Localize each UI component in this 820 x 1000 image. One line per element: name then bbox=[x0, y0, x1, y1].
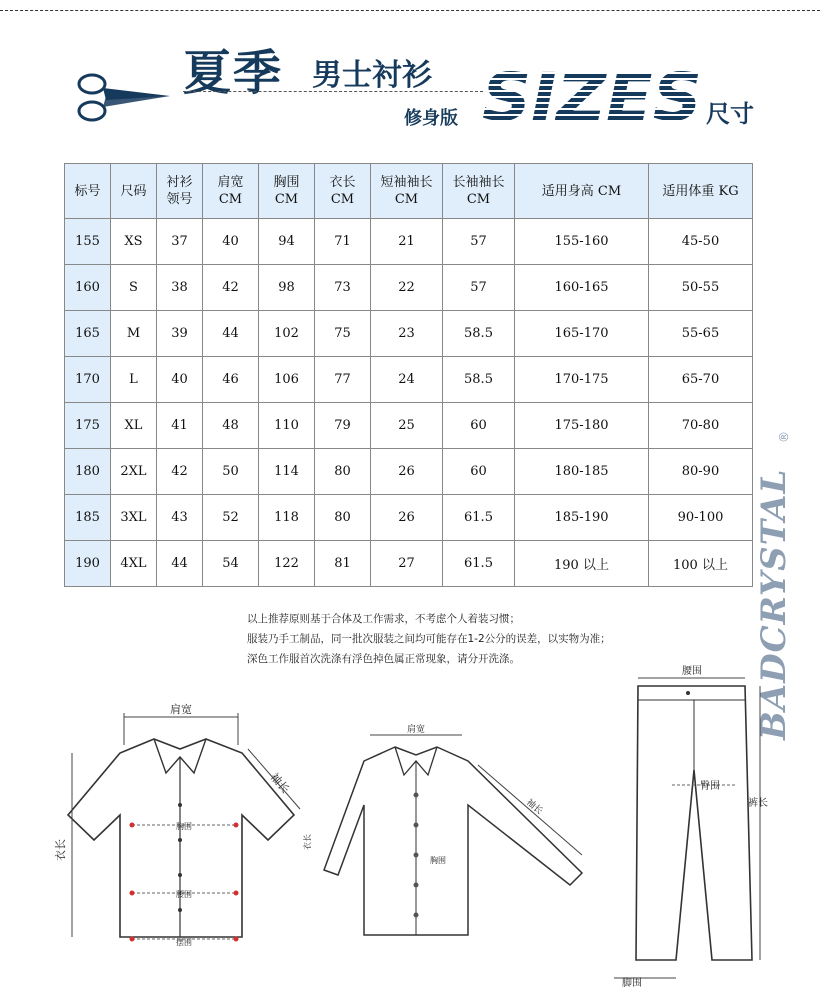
table-cell: 94 bbox=[259, 219, 315, 265]
size-chart-table bbox=[64, 163, 753, 587]
sizes-logo-word bbox=[480, 62, 705, 128]
table-cell: 165-170 bbox=[515, 311, 649, 357]
table-cell: 58.5 bbox=[443, 357, 515, 403]
table-cell: 42 bbox=[157, 449, 203, 495]
table-row bbox=[65, 357, 753, 403]
table-header-row bbox=[65, 164, 753, 219]
table-cell: 61.5 bbox=[443, 495, 515, 541]
table-cell: XL bbox=[111, 403, 157, 449]
table-cell: 160 bbox=[65, 265, 111, 311]
table-cell: 65-70 bbox=[649, 357, 753, 403]
table-cell: 185-190 bbox=[515, 495, 649, 541]
long-sleeve-shirt-diagram bbox=[300, 725, 600, 965]
table-cell: 71 bbox=[315, 219, 371, 265]
table-cell: 175-180 bbox=[515, 403, 649, 449]
table-cell: 155 bbox=[65, 219, 111, 265]
table-cell: 160-165 bbox=[515, 265, 649, 311]
waist-label: 腰围 bbox=[176, 890, 192, 899]
table-cell: 27 bbox=[371, 541, 443, 587]
title-product: 男士衬衫 bbox=[312, 58, 432, 93]
thigh-label: 臀围 bbox=[700, 781, 720, 792]
table-cell: 118 bbox=[259, 495, 315, 541]
title-season: 夏季 bbox=[183, 45, 284, 101]
table-cell: 44 bbox=[203, 311, 259, 357]
table-cell: 110 bbox=[259, 403, 315, 449]
table-cell: L bbox=[111, 357, 157, 403]
brand-name: BADCRYSTAL bbox=[754, 468, 794, 740]
shoulder-label: 肩宽 bbox=[170, 703, 192, 716]
table-cell: M bbox=[111, 311, 157, 357]
note-line: 服装乃手工制品，同一批次服装之间均可能存在1-2公分的误差，以实物为准； bbox=[247, 633, 611, 645]
waist-label: 腰围 bbox=[682, 666, 702, 677]
care-notes bbox=[247, 609, 611, 669]
table-cell: 80-90 bbox=[649, 449, 753, 495]
table-cell: 114 bbox=[259, 449, 315, 495]
header-cell: 标号 bbox=[65, 164, 111, 219]
table-cell: 98 bbox=[259, 265, 315, 311]
pants-diagram bbox=[600, 660, 790, 990]
table-cell: 106 bbox=[259, 357, 315, 403]
header-cell: 衬衫 领号 bbox=[157, 164, 203, 219]
table-cell: 44 bbox=[157, 541, 203, 587]
table-cell: 170-175 bbox=[515, 357, 649, 403]
chest-label: 胸围 bbox=[430, 856, 446, 865]
table-cell: 25 bbox=[371, 403, 443, 449]
table-row bbox=[65, 541, 753, 587]
table-cell: 90-100 bbox=[649, 495, 753, 541]
chest-label: 胸围 bbox=[176, 822, 192, 831]
table-cell: 46 bbox=[203, 357, 259, 403]
table-cell: 79 bbox=[315, 403, 371, 449]
header-cell: 适用体重 KG bbox=[649, 164, 753, 219]
table-cell: 22 bbox=[371, 265, 443, 311]
header-cell: 衣长 CM bbox=[315, 164, 371, 219]
scissors-icon bbox=[72, 70, 172, 125]
table-cell: 48 bbox=[203, 403, 259, 449]
table-cell: 80 bbox=[315, 449, 371, 495]
table-cell: 26 bbox=[371, 449, 443, 495]
table-cell: 75 bbox=[315, 311, 371, 357]
note-line: 深色工作服首次洗涤有浮色掉色属正常现象，请分开洗涤。 bbox=[247, 653, 520, 665]
sleeve-label: 袖长 bbox=[267, 770, 292, 796]
table-cell: 43 bbox=[157, 495, 203, 541]
table-row bbox=[65, 449, 753, 495]
table-cell: 73 bbox=[315, 265, 371, 311]
table-cell: 58.5 bbox=[443, 311, 515, 357]
header-cell: 肩宽 CM bbox=[203, 164, 259, 219]
table-cell: 102 bbox=[259, 311, 315, 357]
table-cell: 39 bbox=[157, 311, 203, 357]
table-cell: 61.5 bbox=[443, 541, 515, 587]
table-cell: 80 bbox=[315, 495, 371, 541]
sleeve-label: 袖长 bbox=[524, 797, 545, 817]
note-line: 以上推荐原则基于合体及工作需求，不考虑个人着装习惯； bbox=[247, 613, 520, 625]
table-cell: 180-185 bbox=[515, 449, 649, 495]
table-cell: 45-50 bbox=[649, 219, 753, 265]
table-cell: 42 bbox=[203, 265, 259, 311]
table-cell: 50 bbox=[203, 449, 259, 495]
header-cell: 短袖袖长 CM bbox=[371, 164, 443, 219]
table-cell: 38 bbox=[157, 265, 203, 311]
header-cell: 适用身高 CM bbox=[515, 164, 649, 219]
table-row bbox=[65, 219, 753, 265]
table-row bbox=[65, 265, 753, 311]
table-cell: 40 bbox=[157, 357, 203, 403]
hem-label: 摆围 bbox=[176, 938, 192, 947]
table-cell: 23 bbox=[371, 311, 443, 357]
header-cell: 胸围 CM bbox=[259, 164, 315, 219]
table-cell: 175 bbox=[65, 403, 111, 449]
table-cell: 170 bbox=[65, 357, 111, 403]
registered-mark: ® bbox=[777, 431, 791, 443]
table-cell: 24 bbox=[371, 357, 443, 403]
table-cell: 190 以上 bbox=[515, 541, 649, 587]
table-cell: 100 以上 bbox=[649, 541, 753, 587]
table-cell: 37 bbox=[157, 219, 203, 265]
table-cell: 190 bbox=[65, 541, 111, 587]
header-cell: 长袖袖长 CM bbox=[443, 164, 515, 219]
length-label: 衣长 bbox=[54, 839, 67, 861]
sizes-word-text: SIZES bbox=[482, 62, 702, 128]
table-cell: 2XL bbox=[111, 449, 157, 495]
table-cell: 165 bbox=[65, 311, 111, 357]
table-row bbox=[65, 403, 753, 449]
table-cell: 185 bbox=[65, 495, 111, 541]
table-cell: 57 bbox=[443, 265, 515, 311]
table-cell: 3XL bbox=[111, 495, 157, 541]
table-cell: 50-55 bbox=[649, 265, 753, 311]
subtitle-fit: 修身版 bbox=[404, 108, 458, 129]
table-cell: 155-160 bbox=[515, 219, 649, 265]
length-label: 裤长 bbox=[748, 798, 768, 809]
table-cell: 26 bbox=[371, 495, 443, 541]
table-cell: 180 bbox=[65, 449, 111, 495]
table-cell: 41 bbox=[157, 403, 203, 449]
table-row bbox=[65, 311, 753, 357]
table-cell: 60 bbox=[443, 449, 515, 495]
header-cell: 尺码 bbox=[111, 164, 157, 219]
leg-label: 脚围 bbox=[622, 978, 642, 989]
table-cell: 70-80 bbox=[649, 403, 753, 449]
table-cell: 40 bbox=[203, 219, 259, 265]
table-body bbox=[65, 219, 753, 587]
top-dashed-rule bbox=[0, 10, 820, 11]
title-unit: 尺寸 bbox=[706, 100, 754, 128]
table-cell: 57 bbox=[443, 219, 515, 265]
table-cell: 55-65 bbox=[649, 311, 753, 357]
table-cell: 21 bbox=[371, 219, 443, 265]
table-cell: S bbox=[111, 265, 157, 311]
shoulder-label: 肩宽 bbox=[406, 725, 426, 735]
table-cell: XS bbox=[111, 219, 157, 265]
short-sleeve-shirt-diagram bbox=[56, 705, 306, 965]
table-cell: 4XL bbox=[111, 541, 157, 587]
table-cell: 54 bbox=[203, 541, 259, 587]
title-dashed-line bbox=[183, 91, 483, 92]
length-label: 衣长 bbox=[303, 834, 312, 850]
table-cell: 60 bbox=[443, 403, 515, 449]
table-cell: 77 bbox=[315, 357, 371, 403]
table-row bbox=[65, 495, 753, 541]
table-cell: 81 bbox=[315, 541, 371, 587]
table-cell: 122 bbox=[259, 541, 315, 587]
table-cell: 52 bbox=[203, 495, 259, 541]
